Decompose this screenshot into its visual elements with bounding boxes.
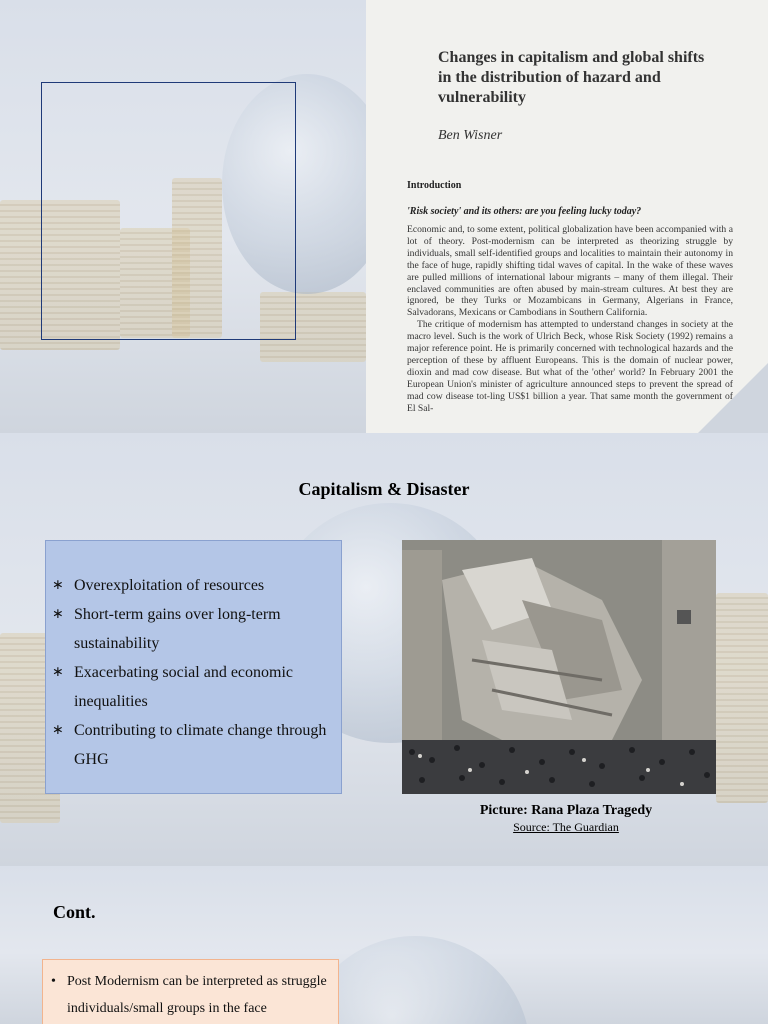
bullet-list (51, 968, 330, 1022)
list-item-text: Overexploitation of resources (74, 577, 265, 594)
photo-caption: Picture: Rana Plaza Tragedy (479, 803, 653, 818)
list-item (51, 968, 330, 1022)
slide-title: Cont. (53, 902, 96, 922)
list-item (52, 658, 333, 716)
collapsed-building-illustration (402, 540, 716, 794)
paper-scan (366, 0, 768, 433)
paper-title: Changes in capitalism and global shifts in the distribution of hazard and vulnerability (438, 49, 705, 106)
asterisk-bullet-icon: ∗ (52, 578, 64, 593)
list-item-text: Contributing to climate change through GHG (74, 722, 327, 768)
bullet-box (45, 540, 342, 794)
list-item (52, 600, 333, 658)
list-item (52, 716, 333, 774)
list-item-text: Exacerbating social and economic inequalities (74, 664, 294, 710)
paper-subheading: 'Risk society' and its others: are you feeling lucky today? (407, 206, 642, 217)
slide-cont (0, 866, 768, 1024)
paper-section-heading: Introduction (407, 180, 462, 191)
bullet-box (42, 959, 339, 1024)
bullet-list (52, 571, 333, 774)
paper-body (407, 224, 733, 415)
list-item (52, 571, 333, 600)
list-item-text: Post Modernism can be interpreted as struggle individuals/small groups in the face (67, 974, 327, 1016)
image-placeholder-frame (41, 82, 296, 340)
asterisk-bullet-icon: ∗ (52, 723, 64, 738)
list-item-text: Short-term gains over long-term sustainability (74, 606, 281, 652)
bullet-dot-icon: • (51, 974, 56, 989)
collapsed-building-photo (402, 540, 716, 794)
slide-paper (0, 0, 768, 433)
asterisk-bullet-icon: ∗ (52, 607, 64, 622)
photo-source-link[interactable]: Source: The Guardian (513, 820, 619, 834)
slide-capitalism-disaster (0, 433, 768, 866)
page-fold-corner (698, 363, 768, 433)
asterisk-bullet-icon: ∗ (52, 665, 64, 680)
slide-title: Capitalism & Disaster (298, 479, 470, 499)
paper-paragraph: Economic and, to some extent, political globalization have been accompanied with a lot of theory. Post-modernism can be interpreted as theorizing struggle by individuals, small self-identified groups and localities to maintain their autonomy in the face of huge, rapidly shifting tidal waves of capital. In the wake of these waves are pulled millions of international labour migrants – many of them illegal. Their enclaved communities are often abused by main-stream cultures. At best they are ignored, be they Turks or Mozambicans in Germany, Algerians in France, Salvadorans, Mexicans or Cambodians in Southern California. (407, 224, 733, 319)
paper-author: Ben Wisner (438, 128, 503, 143)
coin-stack-image (716, 593, 768, 803)
paper-paragraph: The critique of modernism has attempted to understand changes in society at the macro level. Such is the work of Ulrich Beck, whose Risk Society (1992) remains a major reference point. He is primarily concerned with technological hazards and the perception of these by affluent Europeans. This is the domain of nuclear power, dioxin and mad cow disease. But what of the 'other' world? In February 2001 the European Union's minister of agriculture announced steps to prevent the spread of mad cow disease tot-ling US$1 billion a year. That same month the government of El Sal- (407, 319, 733, 414)
